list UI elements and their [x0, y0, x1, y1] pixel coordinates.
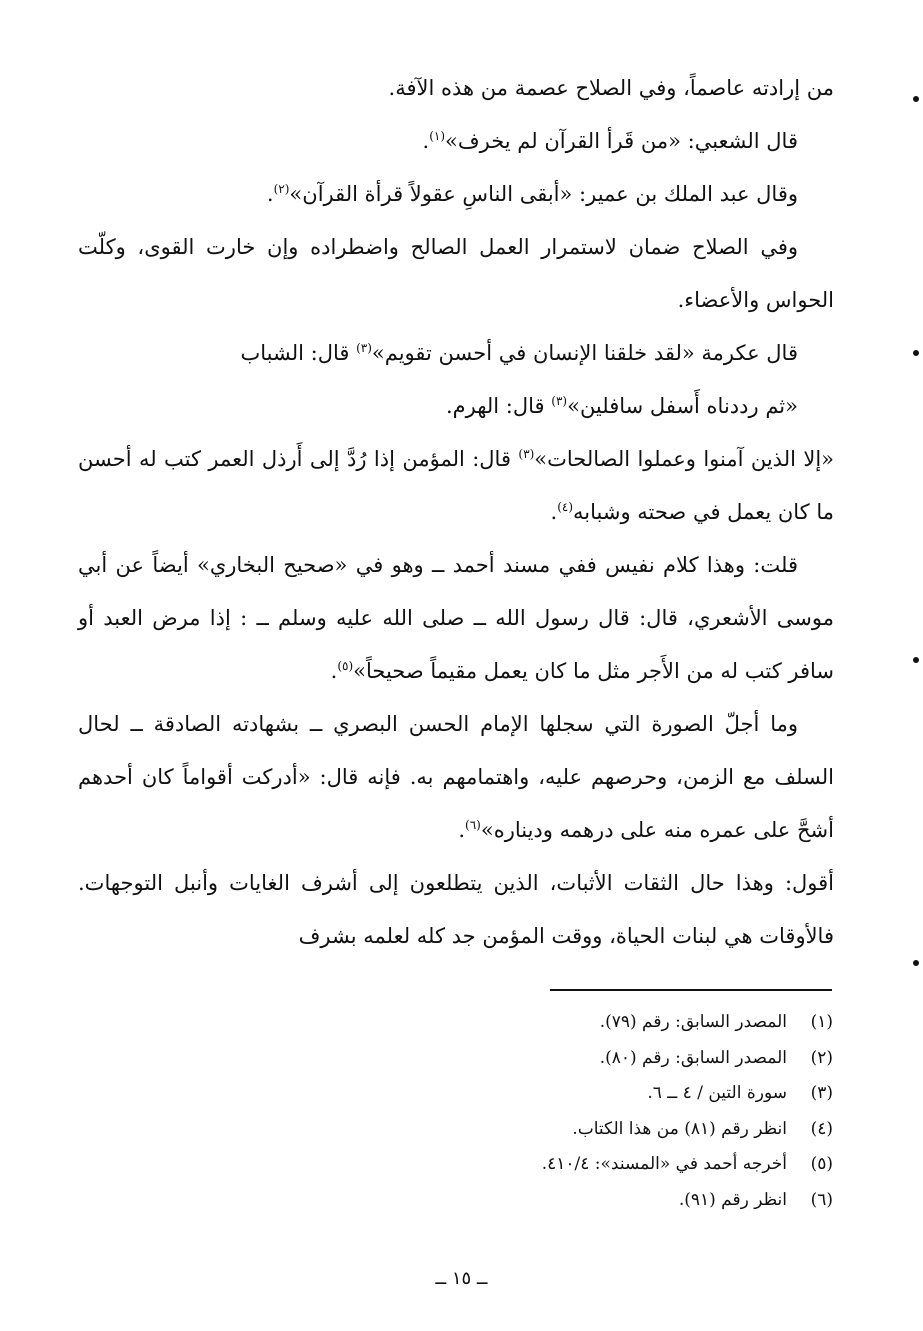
- paragraph-9-end: .: [458, 818, 466, 842]
- paragraph-2-text: قال الشعبي: «من قَرأ القرآن لم يخرف»: [445, 129, 798, 153]
- footnote-number: (٤): [810, 1118, 833, 1139]
- footnotes-list: [313, 1005, 833, 1218]
- paragraph-7-text: «إلا الذين آمنوا وعملوا الصالحات»: [534, 447, 835, 471]
- paragraph-5: [78, 327, 834, 380]
- paragraph-8-text: قلت: وهذا كلام نفيس ففي مسند أحمد ــ وهو في «صحيح البخاري» أيضاً عن أبي موسى الأشعري، قال: قال رسول الله ــ صلى الله عليه وسلم ــ : إذا مرض العبد أو سافر كتب له من الأَجر مثل ما كان يعمل مقيماً صحيحاً»: [78, 553, 834, 683]
- paragraph-5-text: قال عكرمة «لقد خلقنا الإنسان في أحسن تقويم»: [371, 341, 798, 365]
- footnote-text: المصدر السابق: رقم (٧٩).: [599, 1012, 787, 1032]
- footnote-separator: [550, 989, 832, 991]
- margin-dot-icon: [913, 960, 919, 966]
- paragraph-1: [78, 62, 834, 115]
- footnote-ref[interactable]: (٥): [337, 659, 354, 673]
- footnote-item: [313, 1112, 833, 1148]
- footnote-ref[interactable]: (٤): [557, 500, 574, 514]
- paragraph-8-end: .: [330, 659, 338, 683]
- footnote-ref[interactable]: (٦): [465, 818, 481, 832]
- margin-dot-icon: [913, 350, 919, 356]
- footnote-number: (٥): [810, 1154, 833, 1174]
- paragraph-7: [78, 433, 834, 539]
- page-number: ــ ١٥ ــ: [435, 1268, 488, 1289]
- paragraph-10: [78, 857, 834, 963]
- footnote-text: المصدر السابق: رقم (٨٠).: [599, 1047, 787, 1068]
- footnote-number: (٣): [810, 1083, 833, 1103]
- paragraph-1-text: من إرادته عاصماً، وفي الصلاح عصمة من هذه الآفة.: [388, 76, 834, 100]
- footnote-number: (٦): [810, 1189, 833, 1210]
- paragraph-2: [78, 115, 834, 168]
- footnote-number: (١): [810, 1012, 833, 1032]
- footnote-ref[interactable]: (١): [429, 129, 446, 143]
- paragraph-5-tail: قال: الشباب: [240, 341, 357, 365]
- paragraph-10-text: أقول: وهذا حال الثقات الأثبات، الذين يتطلعون إلى أشرف الغايات وأنبل التوجهات. فالأوقات هي لبنات الحياة، ووقت المؤمن جد كله لعلمه بشرف: [78, 871, 834, 948]
- footnote-text: انظر رقم (٩١).: [678, 1189, 787, 1210]
- paragraph-4-text: وفي الصلاح ضمان لاستمرار العمل الصالح واضطراده وإن خارت القوى، وكلّت الحواس والأعضاء.: [78, 235, 834, 312]
- footnote-item: [313, 1076, 833, 1112]
- footnote-ref[interactable]: (٣): [551, 394, 568, 408]
- paragraph-3: [78, 168, 834, 221]
- footnote-number: (٢): [810, 1047, 833, 1068]
- paragraph-3-text: وقال عبد الملك بن عمير: «أبقى الناسِ عقولاً قرأة القرآن»: [289, 182, 798, 206]
- footnote-item: [313, 1041, 833, 1077]
- footnote-item: [313, 1147, 833, 1183]
- footnote-text: انظر رقم (٨١) من هذا الكتاب.: [572, 1118, 787, 1139]
- footnote-text: سورة التين / ٤ ــ ٦.: [647, 1083, 787, 1103]
- paragraph-6-tail: قال: الهرم.: [445, 394, 552, 418]
- footnote-item: [313, 1183, 833, 1219]
- paragraph-6: [78, 380, 834, 433]
- paragraph-2-tail: .: [422, 129, 430, 153]
- paragraph-4: [78, 221, 834, 327]
- paragraph-7-end: .: [550, 500, 558, 524]
- footnote-ref[interactable]: (٣): [518, 447, 535, 461]
- paragraph-6-text: «ثم رددناه أَسفل سافلين»: [567, 394, 798, 418]
- footnote-ref[interactable]: (٣): [356, 341, 372, 355]
- footnote-ref[interactable]: (٢): [273, 182, 290, 196]
- paragraph-7-tail: قال: المؤمن إذا رُدَّ إلى أَرذل العمر كتب له أحسن ما كان يعمل في صحته وشبابه: [78, 447, 834, 524]
- margin-dot-icon: [913, 657, 919, 663]
- paragraph-9-text: وما أجلّ الصورة التي سجلها الإمام الحسن البصري ــ بشهادته الصادقة ــ لحال السلف مع الزمن، وحرصهم عليه، واهتمامهم به. فإنه قال: «أدركت أقواماً كان أحدهم أشحَّ على عمره منه على درهمه وديناره»: [78, 712, 834, 842]
- footnote-item: [313, 1005, 833, 1041]
- page-body: [78, 62, 834, 963]
- margin-dot-icon: [913, 96, 919, 102]
- paragraph-3-tail: .: [266, 182, 274, 206]
- paragraph-9: [78, 698, 834, 857]
- footnote-text: أخرجه أحمد في «المسند»: ٤١٠/٤.: [541, 1154, 787, 1174]
- paragraph-8: [78, 539, 834, 698]
